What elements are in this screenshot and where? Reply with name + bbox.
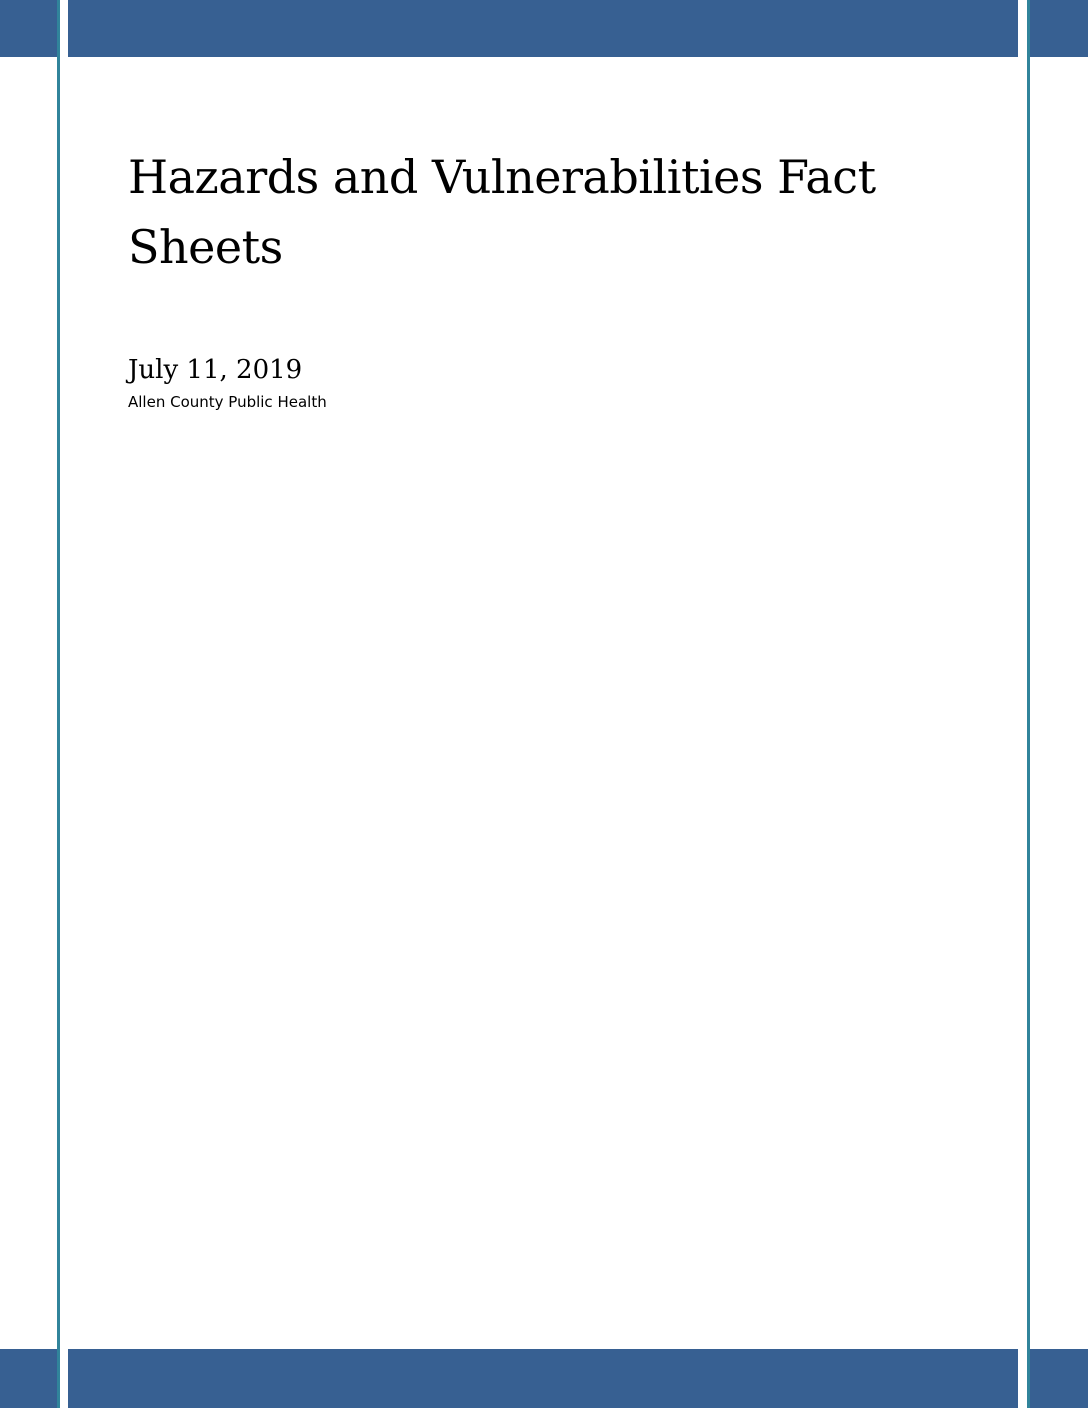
top-header-band [68, 0, 1018, 57]
bottom-footer-band [68, 1349, 1018, 1408]
top-left-band [0, 0, 57, 57]
top-right-band [1030, 0, 1088, 57]
document-date: July 11, 2019 [128, 355, 303, 385]
organization-name: Allen County Public Health [128, 393, 327, 411]
bottom-right-band [1030, 1349, 1088, 1408]
right-border-line [1027, 0, 1030, 1408]
left-border-line [57, 0, 60, 1408]
bottom-left-band [0, 1349, 57, 1408]
document-title: Hazards and Vulnerabilities Fact Sheets [128, 150, 876, 274]
